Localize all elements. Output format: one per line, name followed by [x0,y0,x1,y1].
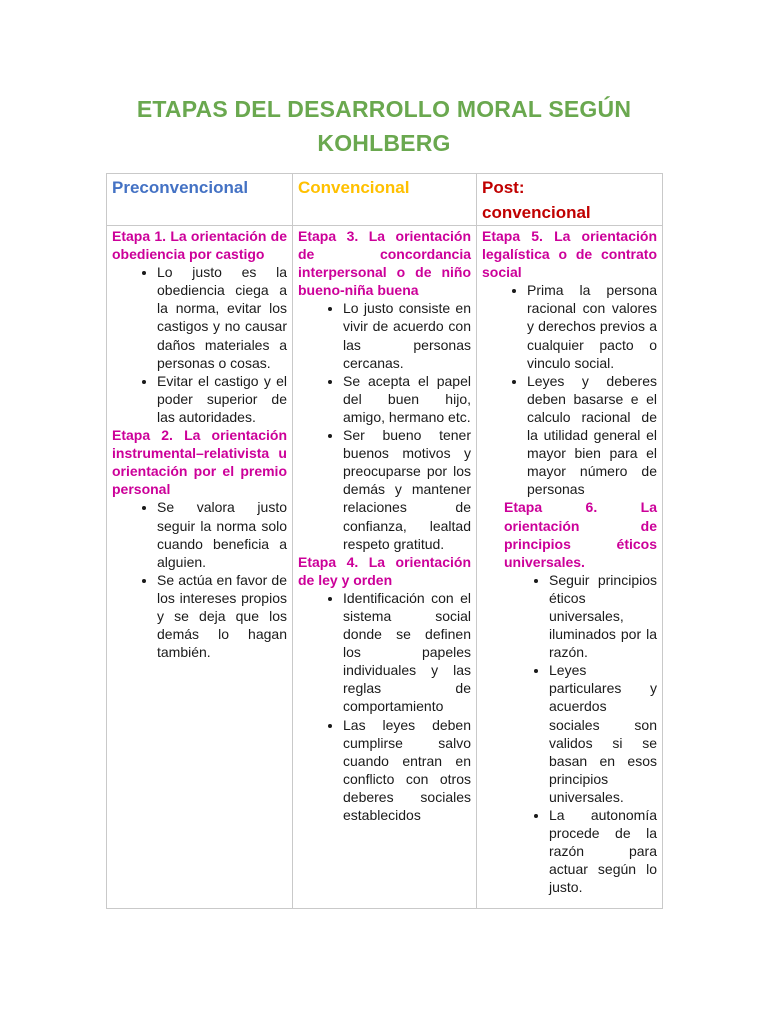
stage-1-title: Etapa 1. La orientación de obediencia por castigo [112,228,287,263]
header-preconvencional: Preconvencional [112,178,249,197]
stage-6-list [482,571,657,897]
cell-preconvencional [107,226,293,909]
header-convencional: Convencional [298,178,410,197]
header-row [107,174,663,226]
kohlberg-table [106,173,663,909]
list-item: • Seguir principios éticos universales, iluminados por la razón. [549,571,657,661]
list-item: • Identificación con el sistema social donde se definen los papeles individuales y las reglas de comportamiento [343,589,471,716]
document-title [90,92,678,160]
header-post-line-1: Post: [482,178,525,197]
header-cell-post [477,174,663,226]
cell-convencional [293,226,477,909]
list-item: • Leyes y deberes deben basarse e el calculo racional de la utilidad general el mayor bien para el mayor número de personas [527,372,657,499]
stage-4-list [298,589,471,824]
list-item: • Lo justo es la obediencia ciega a la norma, evitar los castigos y no causar daños materiales a personas o cosas. [157,263,287,372]
list-item: • Leyes particulares y acuerdos sociales son validos si se basan en esos principios universales. [549,661,657,806]
cell-post-convencional [477,226,663,909]
list-item: • Se actúa en favor de los intereses propios y se deja que los demás lo hagan también. [157,571,287,661]
stage-4-title: Etapa 4. La orientación de ley y orden [298,553,471,588]
stage-5-list [482,281,657,498]
list-item: • Se acepta el papel del buen hijo, amigo, hermano etc. [343,372,471,426]
list-item: • Lo justo consiste en vivir de acuerdo con las personas cercanas. [343,299,471,371]
title-line-2: KOHLBERG [317,130,451,156]
list-item: • Las leyes deben cumplirse salvo cuando entran en conflicto con otros deberes sociales establecidos [343,716,471,825]
stage-5-title: Etapa 5. La orientación legalística o de contrato social [482,228,657,281]
stage-2-list [112,498,287,661]
stage-1-list [112,263,287,426]
title-line-1: ETAPAS DEL DESARROLLO MORAL SEGÚN [136,96,632,122]
header-post-convencional [482,174,657,225]
list-item: • Prima la persona racional con valores y derechos previos a cualquier pacto o vinculo social. [527,281,657,371]
header-post-line-2: convencional [482,203,591,222]
stage-6-title: Etapa 6. La orientación de principios éticos universales. [504,499,657,570]
list-item: • Ser bueno tener buenos motivos y preocuparse por los demás y mantener relaciones de confianza, lealtad respeto gratitud. [343,426,471,553]
header-cell-preconvencional [107,174,293,226]
stage-3-title: Etapa 3. La orientación de concordancia interpersonal o de niño bueno-niña buena [298,228,471,299]
header-cell-convencional [293,174,477,226]
list-item: • La autonomía procede de la razón para actuar según lo justo. [549,806,657,896]
list-item: • Evitar el castigo y el poder superior de las autoridades. [157,372,287,426]
stage-2-title: Etapa 2. La orientación instrumental–relativista u orientación por el premio personal [112,427,287,498]
content-row [107,226,663,909]
stage-3-list [298,299,471,552]
list-item: • Se valora justo seguir la norma solo cuando beneficia a alguien. [157,498,287,570]
